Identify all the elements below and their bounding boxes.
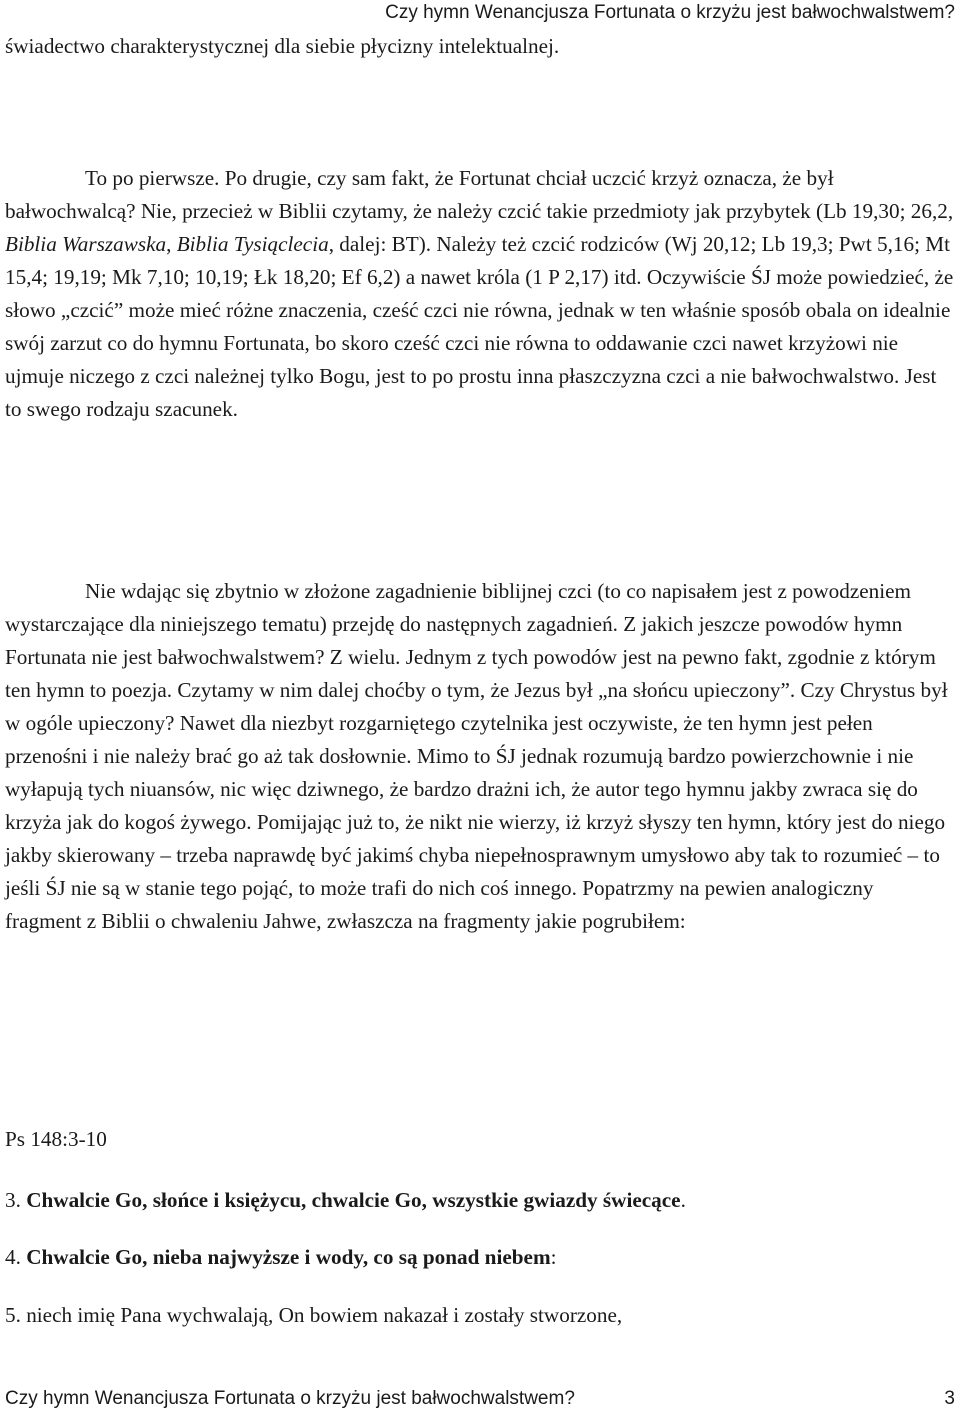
paragraph-first: [5, 162, 955, 426]
verse-text: niech imię Pana wychwalają, On bowiem nakazał i zostały stworzone,: [26, 1303, 623, 1327]
psalm-verse-3: [5, 1184, 686, 1217]
bible-title-warszawska: Biblia Warszawska: [5, 232, 167, 256]
paragraph-first-separator: ,: [166, 232, 177, 256]
paragraph-intro: świadectwo charakterystycznej dla siebie płycizny intelektualnej.: [5, 34, 560, 58]
verse-number: 4.: [5, 1245, 27, 1269]
bible-title-tysiaclecia: Biblia Tysiąclecia: [176, 232, 329, 256]
verse-bold-text: Chwalcie Go, słońce i księżycu, chwalcie Go, wszystkie gwiazdy świecące: [26, 1188, 681, 1212]
psalm-reference: Ps 148:3-10: [5, 1127, 107, 1151]
paragraph-first-text-2: , dalej: BT). Należy też czcić rodziców (Wj 20,12; Lb 19,3; Pwt 5,16; Mt 15,4; 19,19; Mk 7,10; 10,19; Łk 18,20; Ef 6,2) a nawet króla (1 P 2,17) itd. Oczywiście ŚJ może powiedzieć, że słowo „czcić” może mieć różne znaczenia, cześć czci nie równa, jednak w ten właśnie sposób obala on idealnie swój zarzut co do hymnu Fortunata, bo skoro cześć czci nie równa to oddawanie czci nawet krzyżowi nie ujmuje niczego z czci należnej tylko Bogu, jest to po prostu inna płaszczyzna czci a nie bałwochwalstwo. Jest to swego rodzaju szacunek.: [5, 232, 954, 421]
verse-bold-text: Chwalcie Go, nieba najwyższe i wody, co są ponad niebem: [26, 1245, 551, 1269]
running-header: Czy hymn Wenancjusza Fortunata o krzyżu jest bałwochwalstwem?: [385, 2, 955, 23]
footer-title: Czy hymn Wenancjusza Fortunata o krzyżu jest bałwochwalstwem?: [5, 1388, 575, 1409]
psalm-verse-5: [5, 1299, 622, 1332]
paragraph-second: Nie wdając się zbytnio w złożone zagadnienie biblijnej czci (to co napisałem jest z powodzeniem wystarczające dla niniejszego tematu) przejdę do następnych zagadnień. Z jakich jeszcze powodów hymn Fortunata nie jest bałwochwalstwem? Z wielu. Jednym z tych powodów jest na pewno fakt, zgodnie z którym ten hymn to poezja. Czytamy w nim dalej choćby o tym, że Jezus był „na słońcu upieczony”. Czy Chrystus był w ogóle upieczony? Nawet dla niezbyt rozgarniętego czytelnika jest oczywiste, że ten hymn jest pełen przenośni i nie należy brać go aż tak dosłownie. Mimo to ŚJ jednak rozumują bardzo powierzchownie i nie wyłapują tych niuansów, nic więc dziwnego, że bardzo drażni ich, że autor tego hymnu jakby zwraca się do krzyża jak do kogoś żywego. Pomijając już to, że nikt nie wierzy, iż krzyż słyszy ten hymn, który jest do niego jakby skierowany – trzeba naprawdę być jakimś chyba niepełnosprawnym umysłowo aby tak to rozumieć – to jeśli ŚJ nie są w stanie tego pojąć, to może trafi do nich coś innego. Popatrzmy na pewien analogiczny fragment z Biblii o chwaleniu Jahwe, zwłaszcza na fragmenty jakie pogrubiłem:: [5, 579, 948, 933]
psalm-verse-4: [5, 1241, 557, 1274]
paragraph-first-text-1: To po pierwsze. Po drugie, czy sam fakt, że Fortunat chciał uczcić krzyż oznacza, że był bałwochwalcą? Nie, przecież w Biblii czytamy, że należy czcić takie przedmioty jak przybytek (Lb 19,30; 26,2,: [5, 166, 954, 223]
verse-text: .: [680, 1188, 686, 1212]
verse-number: 3.: [5, 1188, 27, 1212]
verse-number: 5.: [5, 1303, 27, 1327]
page-number: 3: [944, 1388, 955, 1409]
verse-text: :: [550, 1245, 557, 1269]
